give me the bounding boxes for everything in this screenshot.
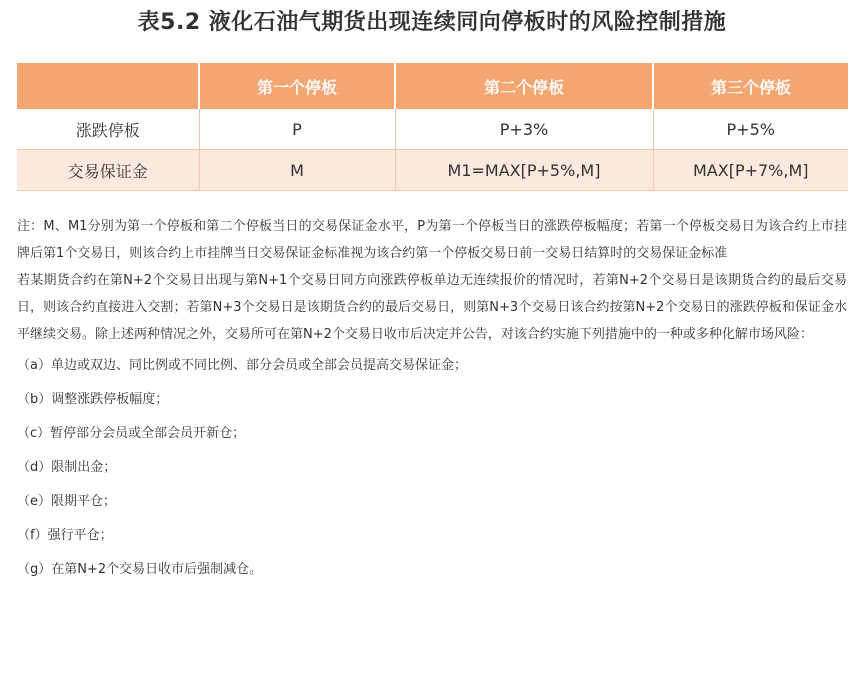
header-second-limit: 第二个停板 <box>395 63 653 109</box>
table-row <box>17 150 848 191</box>
table-header-row <box>17 63 848 109</box>
list-item: （f）强行平仓； <box>17 528 113 543</box>
table-cell: P+3% <box>395 109 653 150</box>
table-cell: P+5% <box>653 109 848 150</box>
table-row <box>17 109 848 150</box>
header-third-limit: 第三个停板 <box>653 63 848 109</box>
list-item: （b）调整涨跌停板幅度； <box>17 392 169 407</box>
header-empty <box>17 63 199 109</box>
note-paragraph-1: 注：M、M1分别为第一个停板和第二个停板当日的交易保证金水平，P为第一个停板当日的涨跌停板幅度；若第一个停板交易日为该合约上市挂牌后第1个交易日，则该合约上市挂牌当日交易保证金标准视为该合约第一个停板交易日前一交易日结算时的交易保证金标准 <box>17 219 847 261</box>
row-label-margin: 交易保证金 <box>17 150 199 191</box>
table-cell: P <box>199 109 395 150</box>
note-paragraph-2: 若某期货合约在第N+2个交易日出现与第N+1个交易日同方向涨跌停板单边无连续报价的情况时，若第N+2个交易日是该期货合约的最后交易日，则该合约直接进入交割；若第N+3个交易日是该期货合约的最后交易日，则第N+3个交易日该合约按第N+2个交易日的涨跌停板和保证金水平继续交易。除上述两种情况之外，交易所可在第N+2个交易日收市后决定并公告，对该合约实施下列措施中的一种或多种化解市场风险： <box>17 273 847 342</box>
table-cell: M1=MAX[P+5%,M] <box>395 150 653 191</box>
measures-list <box>17 350 847 586</box>
table-cell: MAX[P+7%,M] <box>653 150 848 191</box>
table-cell: M <box>199 150 395 191</box>
list-item: （d）限制出金； <box>17 460 117 475</box>
list-item: （e）限期平仓； <box>17 494 116 509</box>
table-title: 表5.2 液化石油气期货出现连续同向停板时的风险控制措施 <box>137 10 727 35</box>
risk-control-table <box>17 63 848 191</box>
list-item: （c）暂停部分会员或全部会员开新仓； <box>17 426 246 441</box>
header-first-limit: 第一个停板 <box>199 63 395 109</box>
list-item: （g）在第N+2个交易日收市后强制减仓。 <box>17 562 263 577</box>
notes-section <box>17 213 847 586</box>
row-label-price-limit: 涨跌停板 <box>17 109 199 150</box>
list-item: （a）单边或双边、同比例或不同比例、部分会员或全部会员提高交易保证金； <box>17 358 467 373</box>
